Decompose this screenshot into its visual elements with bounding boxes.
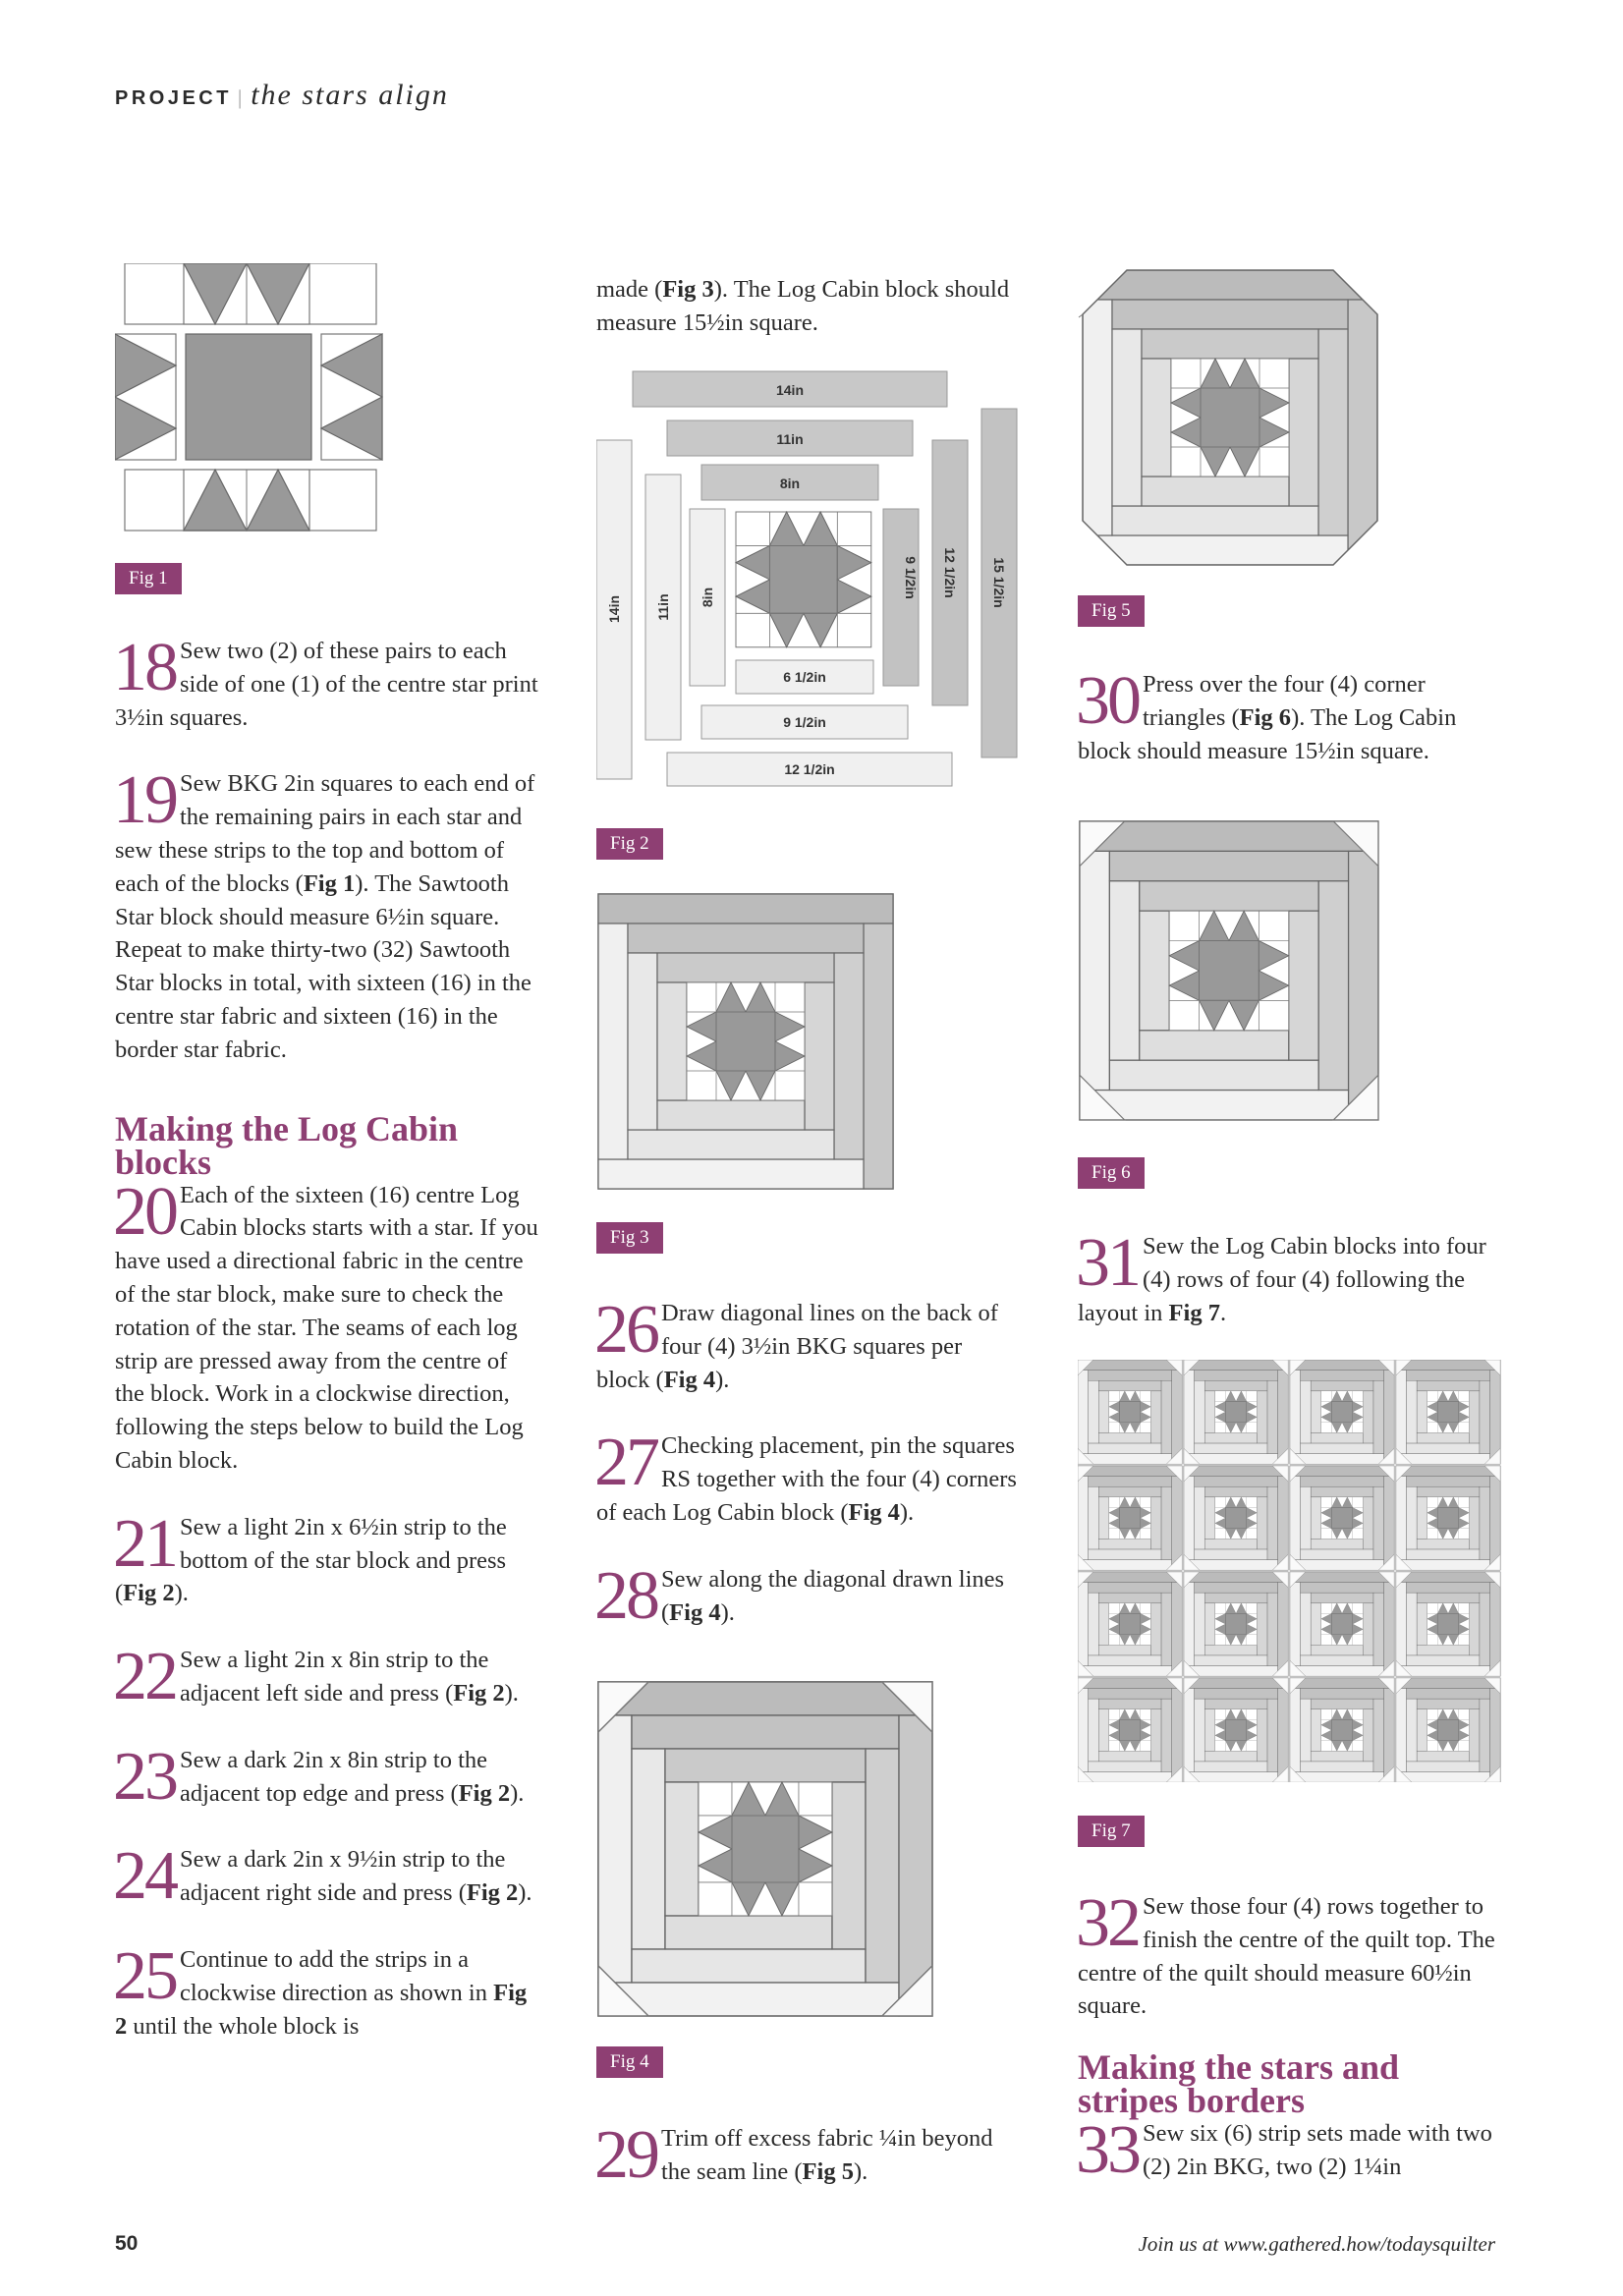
step-number: 31 bbox=[1076, 1225, 1139, 1301]
fig3-label: Fig 3 bbox=[596, 1222, 663, 1254]
strip-label: 6 1/2in bbox=[783, 669, 826, 685]
fig4-label: Fig 4 bbox=[596, 2046, 663, 2078]
step-number: 25 bbox=[113, 1937, 176, 2014]
step-30 bbox=[1076, 663, 1502, 767]
step-text: ). The Log Cabin block should measure 15½in square. bbox=[1078, 703, 1457, 764]
column-3-top bbox=[1076, 663, 1502, 767]
step-number: 32 bbox=[1076, 1885, 1139, 1961]
step-24 bbox=[113, 1838, 539, 1915]
step-number: 21 bbox=[113, 1505, 176, 1582]
step-text: Continue to add the strips in a clockwise direction as shown in bbox=[180, 1945, 494, 2006]
step-text: Sew six (6) strip sets made with two (2) 2in BKG, two (2) 1¼in bbox=[1143, 2120, 1492, 2180]
fig-reference: Fig 2 bbox=[466, 1879, 519, 1907]
step-text: Draw diagonal lines on the back of four (4) 3½in BKG squares per block ( bbox=[596, 1300, 998, 1393]
header-separator: | bbox=[237, 85, 246, 109]
step-text: ). bbox=[715, 1366, 730, 1393]
step-25 bbox=[113, 1937, 539, 2043]
column-1 bbox=[113, 630, 539, 2043]
step-19 bbox=[113, 762, 539, 1066]
step-text: Sew a light 2in x 6½in strip to the bottom of the star block and press ( bbox=[115, 1513, 507, 1607]
step-number: 29 bbox=[594, 2117, 657, 2193]
fig1-diagram bbox=[115, 263, 386, 534]
fig2-diagram bbox=[596, 369, 1021, 792]
step-text: Sew the Log Cabin blocks into four (4) rows of four (4) following the layout in bbox=[1078, 1233, 1486, 1326]
page-number: 50 bbox=[115, 2232, 139, 2255]
step-20 bbox=[113, 1173, 539, 1478]
strip-label: 8in bbox=[779, 476, 801, 491]
strip-label: 14in bbox=[606, 594, 622, 624]
fig-reference: Fig 6 bbox=[1239, 703, 1292, 731]
header-title: the stars align bbox=[251, 79, 449, 111]
fig6-diagram bbox=[1078, 819, 1382, 1124]
strip-label: 15 1/2in bbox=[991, 557, 1007, 608]
strip-label: 12 1/2in bbox=[942, 547, 958, 598]
step-text: Press over the four (4) corner triangles ( bbox=[1143, 671, 1426, 731]
step-text: made ( bbox=[596, 276, 663, 303]
fig1-label: Fig 1 bbox=[115, 563, 182, 594]
footer-url[interactable]: Join us at www.gathered.how/todaysquilter bbox=[1138, 2232, 1495, 2256]
step-text: ). bbox=[853, 2157, 868, 2185]
column-3-bottom bbox=[1076, 1885, 1502, 2189]
step-text: Sew a dark 2in x 9½in strip to the adjacent right side and press ( bbox=[180, 1846, 506, 1907]
fig-reference: Fig 1 bbox=[303, 869, 356, 897]
step-text: Sew a light 2in x 8in strip to the adjacent left side and press ( bbox=[180, 1647, 489, 1707]
fig5-label: Fig 5 bbox=[1078, 595, 1145, 627]
strip-label: 14in bbox=[775, 382, 805, 398]
step-29 bbox=[594, 2117, 1021, 2193]
step-text: ). bbox=[899, 1498, 915, 1526]
step-text: . bbox=[1219, 1299, 1227, 1326]
fig-reference: Fig 2 bbox=[115, 1979, 528, 2040]
step-number: 18 bbox=[113, 630, 176, 705]
fig-reference: Fig 4 bbox=[663, 1366, 716, 1393]
step-text: Sew a dark 2in x 8in strip to the adjacent top edge and press ( bbox=[180, 1746, 488, 1807]
strip-label: 11in bbox=[776, 431, 804, 447]
column-2-top bbox=[596, 273, 1021, 340]
fig-reference: Fig 2 bbox=[453, 1679, 505, 1707]
fig-reference: Fig 4 bbox=[669, 1598, 721, 1626]
step-text: Trim off excess fabric ¼in beyond the seam line ( bbox=[661, 2125, 993, 2185]
step-text: until the whole block is bbox=[127, 2012, 360, 2040]
fig-reference: Fig 5 bbox=[802, 2157, 854, 2185]
step-text: ). The Log Cabin block should measure 15½in square. bbox=[596, 276, 1010, 336]
column-2-bottom bbox=[594, 2117, 1021, 2193]
step-number: 23 bbox=[113, 1738, 176, 1815]
fig3-diagram bbox=[596, 892, 895, 1191]
step-22 bbox=[113, 1639, 539, 1715]
fig7-label: Fig 7 bbox=[1078, 1816, 1145, 1847]
column-3-mid bbox=[1076, 1225, 1502, 1329]
step-26 bbox=[594, 1292, 1021, 1396]
fig6-label: Fig 6 bbox=[1078, 1157, 1145, 1189]
step-text: ). bbox=[518, 1879, 532, 1907]
step-text: ). bbox=[174, 1580, 189, 1607]
step-number: 26 bbox=[594, 1292, 657, 1368]
strip-label: 8in bbox=[700, 587, 715, 608]
fig5-diagram bbox=[1078, 265, 1382, 570]
step-21 bbox=[113, 1505, 539, 1610]
step-text: ). bbox=[504, 1679, 519, 1707]
section-heading: Making the stars and stripes borders bbox=[1078, 2047, 1400, 2121]
step-text: Sew BKG 2in squares to each end of the remaining pairs in each star and sew these strips to the top and bottom of each of the blocks ( bbox=[115, 770, 535, 897]
step-number: 22 bbox=[113, 1639, 176, 1715]
step-number: 19 bbox=[113, 762, 176, 839]
fig-reference: Fig 3 bbox=[662, 276, 714, 303]
step-text: Checking placement, pin the squares RS together with the four (4) corners of each Log Cabin block ( bbox=[596, 1432, 1017, 1526]
step-text: ). bbox=[720, 1598, 735, 1626]
fig-reference: Fig 4 bbox=[848, 1498, 900, 1526]
step-text: Sew along the diagonal drawn lines ( bbox=[661, 1565, 1005, 1626]
step-18 bbox=[113, 630, 539, 734]
strip-label: 12 1/2in bbox=[784, 761, 835, 777]
step-text: ). The Sawtooth Star block should measure 6½in square. Repeat to make thirty-two (32) Sawtooth Star blocks in total, with sixteen (16) in the centre star fabric and sixteen (16) in the border star fabric. bbox=[115, 869, 532, 1063]
fig-reference: Fig 7 bbox=[1168, 1299, 1220, 1326]
step-32 bbox=[1076, 1885, 1502, 2023]
step-number: 30 bbox=[1076, 663, 1139, 739]
step-23 bbox=[113, 1738, 539, 1815]
step-33 bbox=[1076, 2112, 1502, 2189]
step-number: 33 bbox=[1076, 2112, 1139, 2189]
step-27 bbox=[594, 1425, 1021, 1529]
header-section: PROJECT bbox=[115, 87, 232, 109]
step-31 bbox=[1076, 1225, 1502, 1329]
strip-label: 9 1/2in bbox=[903, 556, 919, 599]
fig4-diagram bbox=[596, 1680, 934, 2018]
step-number: 24 bbox=[113, 1838, 176, 1915]
step-text: Each of the sixteen (16) centre Log Cabin blocks starts with a star. If you have used a directional fabric in the centre of the star block, make sure to check the rotation of the star. The seams of each log strip are pressed away from the centre of the block. Work in a clockwise direction, following the steps below to build the Log Cabin block. bbox=[115, 1181, 538, 1474]
fig-reference: Fig 2 bbox=[458, 1779, 511, 1807]
step-text: Sew those four (4) rows together to finish the centre of the quilt top. The centre of the quilt should measure 60½in square. bbox=[1078, 1893, 1495, 2020]
step-28 bbox=[594, 1557, 1021, 1634]
strip-label: 11in bbox=[655, 593, 671, 621]
fig-reference: Fig 2 bbox=[123, 1580, 175, 1607]
strip-label: 9 1/2in bbox=[783, 714, 826, 730]
column-2 bbox=[594, 1292, 1021, 1634]
running-header bbox=[115, 79, 449, 112]
section-heading: Making the Log Cabin blocks bbox=[115, 1108, 459, 1182]
step-text: Sew two (2) of these pairs to each side of one (1) of the centre star print 3½in squares. bbox=[115, 638, 538, 731]
step-number: 20 bbox=[113, 1173, 176, 1250]
step-text: ). bbox=[510, 1779, 525, 1807]
fig7-diagram bbox=[1078, 1360, 1506, 1782]
fig2-label: Fig 2 bbox=[596, 828, 663, 860]
step-number: 27 bbox=[594, 1425, 657, 1501]
step-number: 28 bbox=[594, 1557, 657, 1634]
